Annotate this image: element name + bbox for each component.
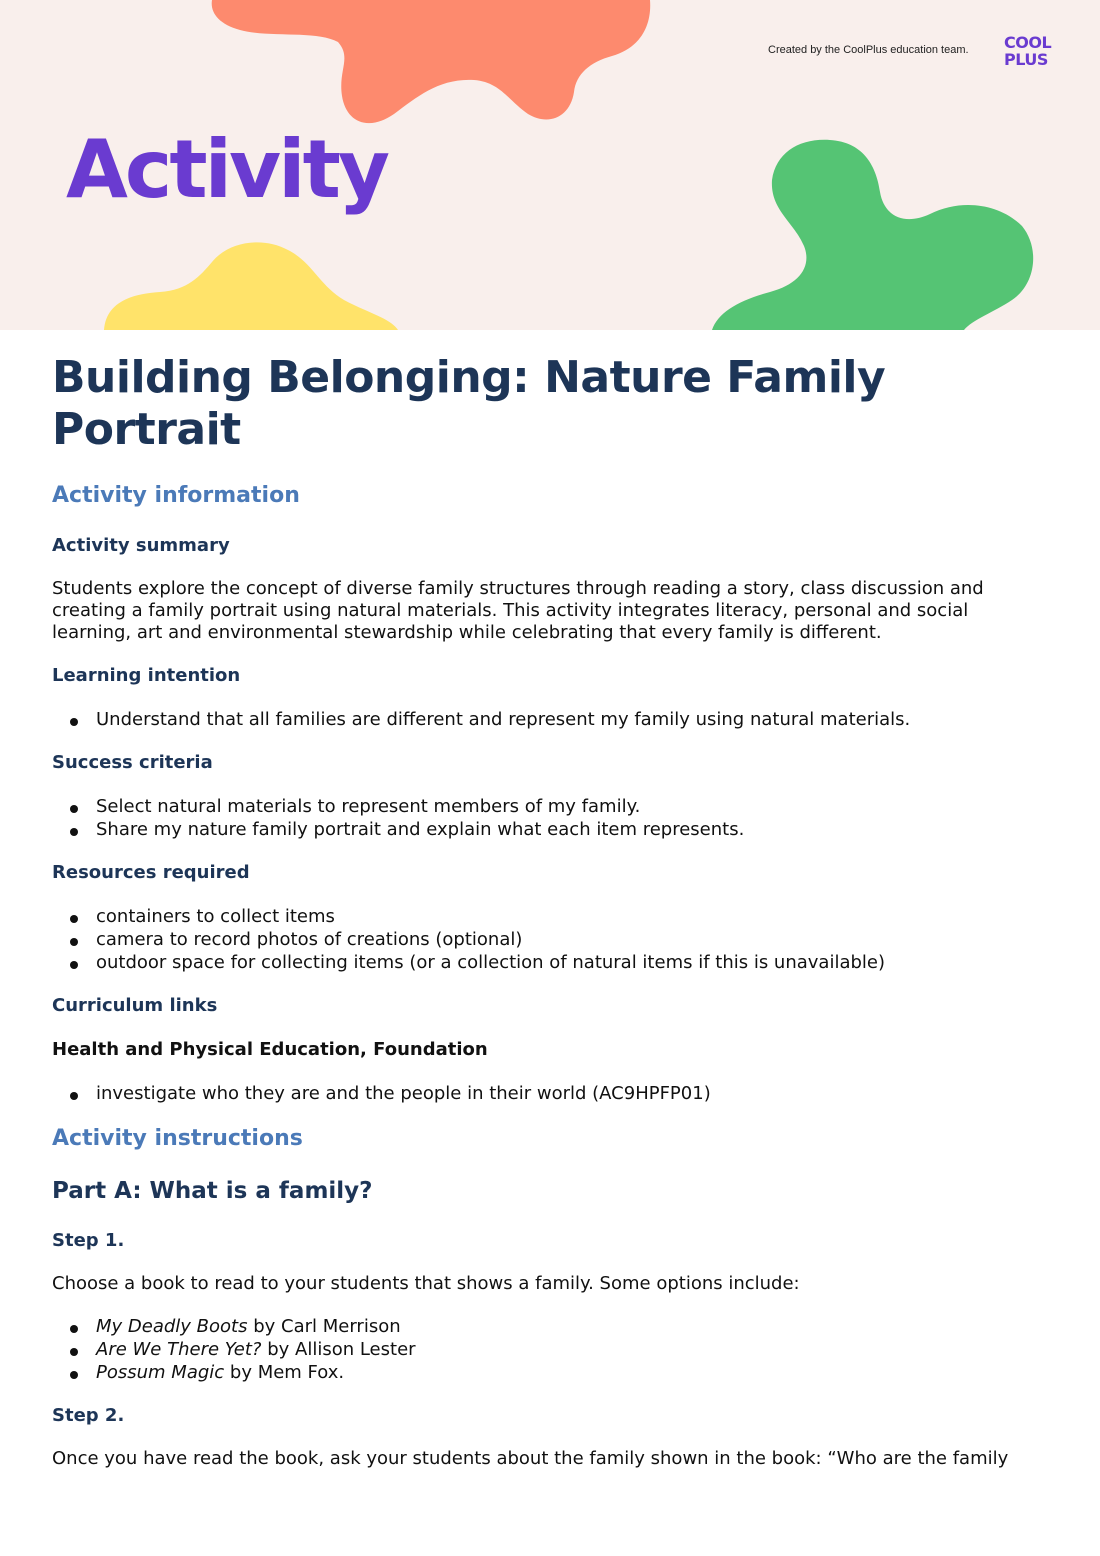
activity-instructions-heading: Activity instructions (52, 1126, 303, 1151)
yellow-blob (104, 242, 398, 330)
step-1-heading: Step 1. (52, 1230, 125, 1251)
step-2-text: Once you have read the book, ask your students about the family shown in the book: “Who are the family (52, 1448, 1009, 1469)
list-item: Share my nature family portrait and explain what each item represents. (52, 818, 1052, 841)
part-a-heading: Part A: What is a family? (52, 1178, 373, 1204)
step-1-text: Choose a book to read to your students that shows a family. Some options include: (52, 1273, 800, 1294)
book-author: by Allison Lester (261, 1339, 416, 1360)
logo-line-1: COOL (1004, 33, 1052, 52)
green-blob (712, 140, 1033, 330)
resources-list (52, 905, 1052, 974)
list-item: Understand that all families are different and represent my family using natural materials. (52, 708, 1052, 731)
orange-blob (212, 0, 651, 123)
success-criteria-heading: Success criteria (52, 752, 213, 773)
activity-information-heading: Activity information (52, 483, 300, 508)
list-item: containers to collect items (52, 905, 1052, 928)
header-banner (0, 0, 1100, 330)
step-2-heading: Step 2. (52, 1405, 125, 1426)
book-title: Possum Magic (96, 1362, 225, 1383)
curriculum-subject: Health and Physical Education, Foundation (52, 1039, 488, 1060)
book-item (52, 1315, 1052, 1338)
curriculum-links-heading: Curriculum links (52, 995, 218, 1016)
list-item: Select natural materials to represent members of my family. (52, 795, 1052, 818)
page-title: Building Belonging: Nature Family Portrait (52, 352, 886, 455)
list-item: investigate who they are and the people in their world (AC9HPFP01) (52, 1082, 1052, 1105)
activity-summary-text: Students explore the concept of diverse family structures through reading a story, class discussion and creating a family portrait using natural materials. This activity integrates literacy, personal and social learning, art and environmental stewardship while celebrating that every family is different. (52, 578, 984, 643)
learning-intention-list (52, 708, 1052, 731)
book-item (52, 1361, 1052, 1384)
book-item (52, 1338, 1052, 1361)
book-title: Are We There Yet? (96, 1339, 262, 1360)
learning-intention-heading: Learning intention (52, 665, 241, 686)
document-content (52, 352, 1052, 1490)
resources-heading: Resources required (52, 862, 250, 883)
list-item: outdoor space for collecting items (or a collection of natural items if this is unavailable) (52, 951, 1052, 974)
book-author: by Mem Fox. (224, 1362, 345, 1383)
list-item: camera to record photos of creations (optional) (52, 928, 1052, 951)
activity-summary-heading: Activity summary (52, 535, 230, 556)
book-list (52, 1315, 1052, 1384)
logo-line-2: PLUS (1004, 50, 1048, 69)
success-criteria-list (52, 795, 1052, 841)
curriculum-list (52, 1082, 1052, 1105)
book-title: My Deadly Boots (96, 1316, 248, 1337)
credit-text: Created by the CoolPlus education team. (768, 44, 969, 56)
book-author: by Carl Merrison (247, 1316, 401, 1337)
hero-title: Activity (66, 123, 387, 216)
coolplus-logo (1004, 34, 1068, 68)
